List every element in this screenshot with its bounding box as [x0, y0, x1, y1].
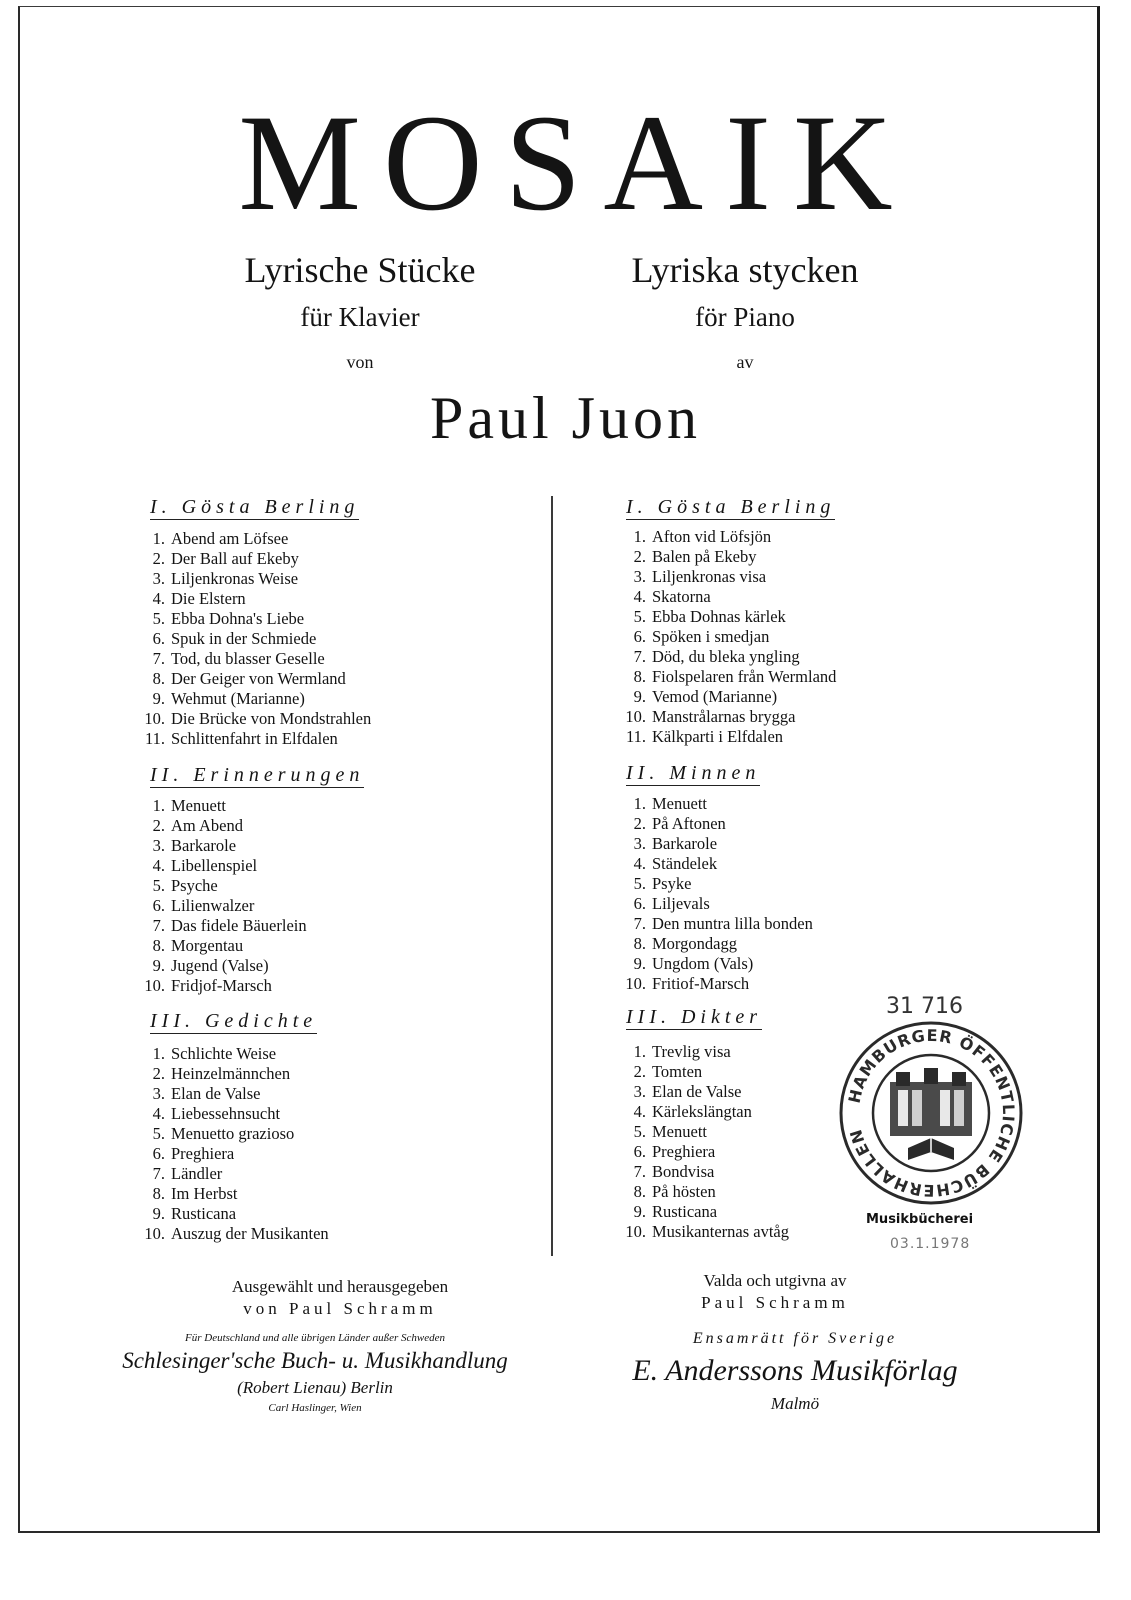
list-item: 6. Spöken i smedjan [633, 627, 770, 646]
subtitle-de-line2: für Klavier [300, 302, 420, 332]
editor-sv-line2: Paul Schramm [701, 1293, 849, 1312]
list-item: 10. Musikanternas avtåg [625, 1222, 790, 1241]
list-item: 3. Barkarole [152, 836, 237, 855]
publisher-right-note: Ensamrätt för Sverige [692, 1330, 898, 1347]
list-item: 7. Den muntra lilla bonden [633, 914, 813, 933]
list-item: 8. Morgondagg [633, 934, 737, 953]
subtitle-sv-line1: Lyriska stycken [631, 250, 859, 290]
list-item: 2. Tomten [633, 1062, 703, 1081]
list-item: 3. Liljenkronas Weise [152, 569, 299, 588]
stamp-number: 31 716 [886, 994, 963, 1019]
section-de-1 [150, 494, 359, 520]
list-item: 11. Schlittenfahrt in Elfdalen [144, 729, 338, 748]
list-item: 7. Ländler [152, 1164, 223, 1183]
list-item: 3. Elan de Valse [152, 1084, 261, 1103]
list-item: 9. Vemod (Marianne) [633, 687, 778, 706]
subtitle-de-line1: Lyrische Stücke [244, 250, 476, 290]
list-item: 1. Menuett [152, 796, 226, 815]
track-list-de-1 [135, 529, 371, 749]
list-item: 6. Lilienwalzer [152, 896, 255, 915]
stamp-label: Musikbücherei [866, 1212, 974, 1227]
list-item: 8. Morgentau [152, 936, 244, 955]
section-heading: III. Gedichte [150, 1010, 318, 1032]
list-item: 6. Preghiera [152, 1144, 235, 1163]
section-de-2 [150, 762, 364, 788]
publisher-right [590, 1330, 1000, 1414]
list-item: 4. Libellenspiel [152, 856, 258, 875]
list-item: 9. Ungdom (Vals) [633, 954, 754, 973]
list-item: 6. Liljevals [633, 894, 710, 913]
list-item: 4. Kärlekslängtan [633, 1102, 752, 1121]
publisher-left-note: Für Deutschland und alle übrigen Länder außer Schweden [185, 1332, 445, 1344]
track-list-de-2 [135, 796, 307, 996]
section-heading: II. Minnen [626, 762, 761, 784]
stamp-date: 03.1.1978 [890, 1236, 971, 1252]
library-stamp-icon [838, 1020, 1024, 1206]
track-list-sv-1 [616, 527, 836, 747]
list-item: 1. Afton vid Löfsjön [633, 527, 772, 546]
list-item: 11. Kälkparti i Elfdalen [625, 727, 784, 746]
list-item: 10. Fridjof-Marsch [144, 976, 272, 995]
list-item: 2. Heinzelmännchen [152, 1064, 291, 1083]
editor-de [150, 1276, 530, 1320]
list-item: 10. Fritiof-Marsch [625, 974, 750, 993]
editor-sv-line1: Valda och utgivna av [703, 1271, 847, 1290]
list-item: 10. Auszug der Musikanten [144, 1224, 329, 1243]
list-item: 7. Bondvisa [633, 1162, 715, 1181]
list-item: 2. Balen på Ekeby [633, 547, 757, 566]
list-item: 8. På hösten [633, 1182, 716, 1201]
list-item: 8. Im Herbst [152, 1184, 238, 1203]
list-item: 1. Menuett [633, 794, 707, 813]
publisher-left-name: Schlesinger'sche Buch- u. Musikhandlung [122, 1348, 508, 1373]
list-item: 4. Liebessehnsucht [152, 1104, 281, 1123]
column-divider [551, 496, 553, 1256]
list-item: 3. Liljenkronas visa [633, 567, 767, 586]
list-item: 4. Die Elstern [152, 589, 246, 608]
publisher-left-agent: Carl Haslinger, Wien [268, 1402, 362, 1414]
section-heading: I. Gösta Berling [626, 496, 836, 518]
section-sv-3 [626, 1004, 762, 1030]
list-item: 3. Barkarole [633, 834, 718, 853]
list-item: 6. Spuk in der Schmiede [152, 629, 317, 648]
list-item: 9. Rusticana [633, 1202, 718, 1221]
list-item: 1. Schlichte Weise [152, 1044, 277, 1063]
subtitle-de-by: von [346, 352, 374, 372]
title: MOSAIK [238, 86, 915, 239]
subtitle-sv-line2: för Piano [695, 302, 795, 332]
list-item: 5. Psyke [633, 874, 692, 893]
list-item: 2. På Aftonen [633, 814, 726, 833]
composer-name: Paul Juon [429, 385, 702, 451]
subtitle-sv-by: av [736, 352, 754, 372]
list-item: 8. Der Geiger von Wermland [152, 669, 346, 688]
list-item: 7. Död, du bleka yngling [633, 647, 800, 666]
editor-de-line2: von Paul Schramm [243, 1299, 437, 1318]
editor-sv [610, 1270, 940, 1314]
list-item: 9. Wehmut (Marianne) [152, 689, 305, 708]
track-list-sv-2 [616, 794, 813, 994]
list-item: 7. Tod, du blasser Geselle [152, 649, 325, 668]
list-item: 9. Rusticana [152, 1204, 237, 1223]
track-list-de-3 [135, 1044, 329, 1244]
section-de-3 [150, 1008, 317, 1034]
list-item: 5. Ebba Dohna's Liebe [152, 609, 305, 628]
list-item: 6. Preghiera [633, 1142, 716, 1161]
publisher-right-city: Malmö [770, 1394, 820, 1413]
list-item: 10. Manstrålarnas brygga [625, 707, 796, 726]
list-item: 1. Trevlig visa [633, 1042, 731, 1061]
list-item: 2. Am Abend [152, 816, 243, 835]
list-item: 5. Menuetto grazioso [152, 1124, 295, 1143]
publisher-left-sub: (Robert Lienau) Berlin [237, 1378, 393, 1397]
editor-de-line1: Ausgewählt und herausgegeben [231, 1277, 449, 1296]
list-item: 5. Ebba Dohnas kärlek [633, 607, 786, 626]
list-item: 5. Menuett [633, 1122, 707, 1141]
list-item: 2. Der Ball auf Ekeby [152, 549, 299, 568]
publisher-left [95, 1332, 535, 1414]
section-sv-1 [626, 494, 835, 520]
section-heading: III. Dikter [626, 1006, 763, 1028]
list-item: 5. Psyche [152, 876, 218, 895]
list-item: 1. Abend am Löfsee [152, 529, 289, 548]
stamp-ring-text: HAMBURGER ÖFFENTLICHE BÜCHERHALLEN [844, 1025, 1019, 1201]
list-item: 8. Fiolspelaren från Wermland [633, 667, 837, 686]
list-item: 7. Das fidele Bäuerlein [152, 916, 307, 935]
section-heading: II. Erinnerungen [150, 764, 365, 786]
list-item: 10. Die Brücke von Mondstrahlen [144, 709, 372, 728]
section-heading: I. Gösta Berling [150, 496, 360, 518]
list-item: 4. Skatorna [633, 587, 711, 606]
section-sv-2 [626, 760, 760, 786]
track-list-sv-3 [616, 1042, 789, 1242]
list-item: 4. Ständelek [633, 854, 718, 873]
list-item: 9. Jugend (Valse) [152, 956, 269, 975]
publisher-right-name: E. Anderssons Musikförlag [632, 1354, 958, 1387]
list-item: 3. Elan de Valse [633, 1082, 742, 1101]
